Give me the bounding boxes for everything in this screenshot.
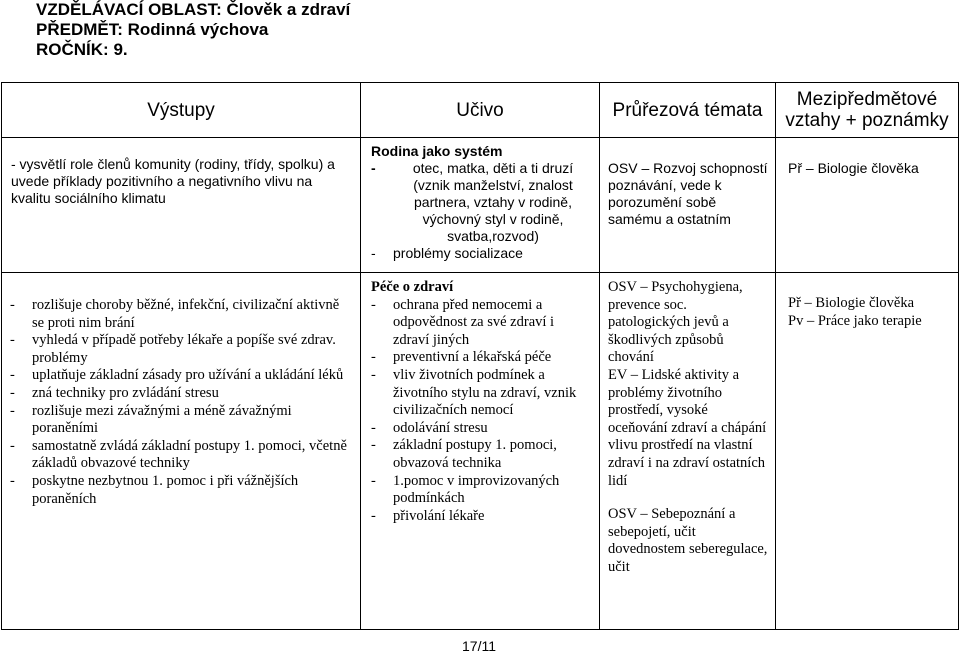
list-item: - zná techniky pro zvládání stresu [10,384,219,401]
header-prurezova-temata: Průřezová témata [600,83,776,138]
list-item: - základní postupy 1. pomoci, obvazová technika [371,437,557,471]
table-row [2,138,959,273]
header-subject: PŘEDMĚT: Rodinná výchova [36,20,269,39]
header-mezipredmetove-vztahy: Mezipředmětové vztahy + poznámky [776,83,959,138]
vystupy-text: - vysvětlí role členů komunity (rodiny, třídy, spolku) a uvede příklady pozitivního a negativního vlivu na kvalitu sociálního klimatu [11,156,335,206]
cell-mezipredmetove [776,138,959,273]
cell-vystupy [2,138,361,273]
table-header-row [2,83,959,138]
mv-text: Př – Biologie člověka [788,160,919,176]
list-item: - odolávání stresu [371,419,488,436]
page-number: 17/11 [462,638,496,654]
curriculum-table [1,82,959,630]
ucivo-title: Péče o zdraví [371,279,454,295]
cell-vystupy [2,273,361,630]
pt-text: OSV – Rozvoj schopností poznávání, vede k porozumění sobě samému a ostatním [608,160,768,227]
pt-item: EV – Lidské aktivity a problémy životního prostředí, vysoké oceňování zdraví a chápání vlivu prostředí na vlastní zdraví i na zdraví ostatních lidí [608,366,767,489]
list-item: - samostatně zvládá základní postupy 1. pomoci, včetně základů obvazové techniky [10,437,347,472]
mv-item: Pv – Práce jako terapie [788,312,922,329]
list-item: - otec, matka, děti a ti druzí (vznik manželství, znalost partnera, vztahy v rodině, výchovný styl v rodině, svatba,rozvod) [371,160,574,244]
mv-item: Př – Biologie člověka [788,295,915,311]
ucivo-title: Rodina jako systém [371,143,503,159]
list-item: - poskytne nezbytnou 1. pomoc i při vážnějších poraněních [10,472,299,507]
table-row [2,273,959,630]
list-item: - uplatňuje základní zásady pro užívání a ukládání léků [10,367,344,384]
list-item: - rozlišuje choroby běžné, infekční, civilizační aktivně se proti nim brání [10,297,340,331]
list-item: - vyhledá v případě potřeby lékaře a popíše své zdrav. problémy [10,332,336,366]
cell-ucivo [361,273,600,630]
pt-item: OSV – Psychohygiena, prevence soc. patologických jevů a škodlivých způsobů chování [608,279,743,366]
list-item: - 1.pomoc v improvizovaných podmínkách [371,472,560,507]
list-item: - preventivní a lékařská péče [371,349,552,366]
list-item: - přivolání lékaře [371,507,485,524]
header-vystupy: Výstupy [2,83,361,138]
list-item: - problémy socializace [371,245,523,261]
list-item: - ochrana před nemocemi a odpovědnost za své zdraví i zdraví jiných [371,296,555,348]
document-header [36,0,350,60]
cell-prurezova-temata [600,138,776,273]
cell-ucivo [361,138,600,273]
header-area: VZDĚLÁVACÍ OBLAST: Člověk a zdraví [36,0,351,19]
header-grade: ROČNÍK: 9. [36,40,128,59]
cell-prurezova-temata [600,273,776,630]
list-item: - vliv životních podmínek a životního stylu na zdraví, vznik civilizačních nemocí [371,366,577,419]
list-item: - rozlišuje mezi závažnými a méně závažnými poraněními [10,402,292,437]
pt-item: OSV – Sebepoznání a sebepojetí, učit dovednostem seberegulace, učit [608,506,768,575]
cell-mezipredmetove [776,273,959,630]
header-ucivo: Učivo [361,83,600,138]
